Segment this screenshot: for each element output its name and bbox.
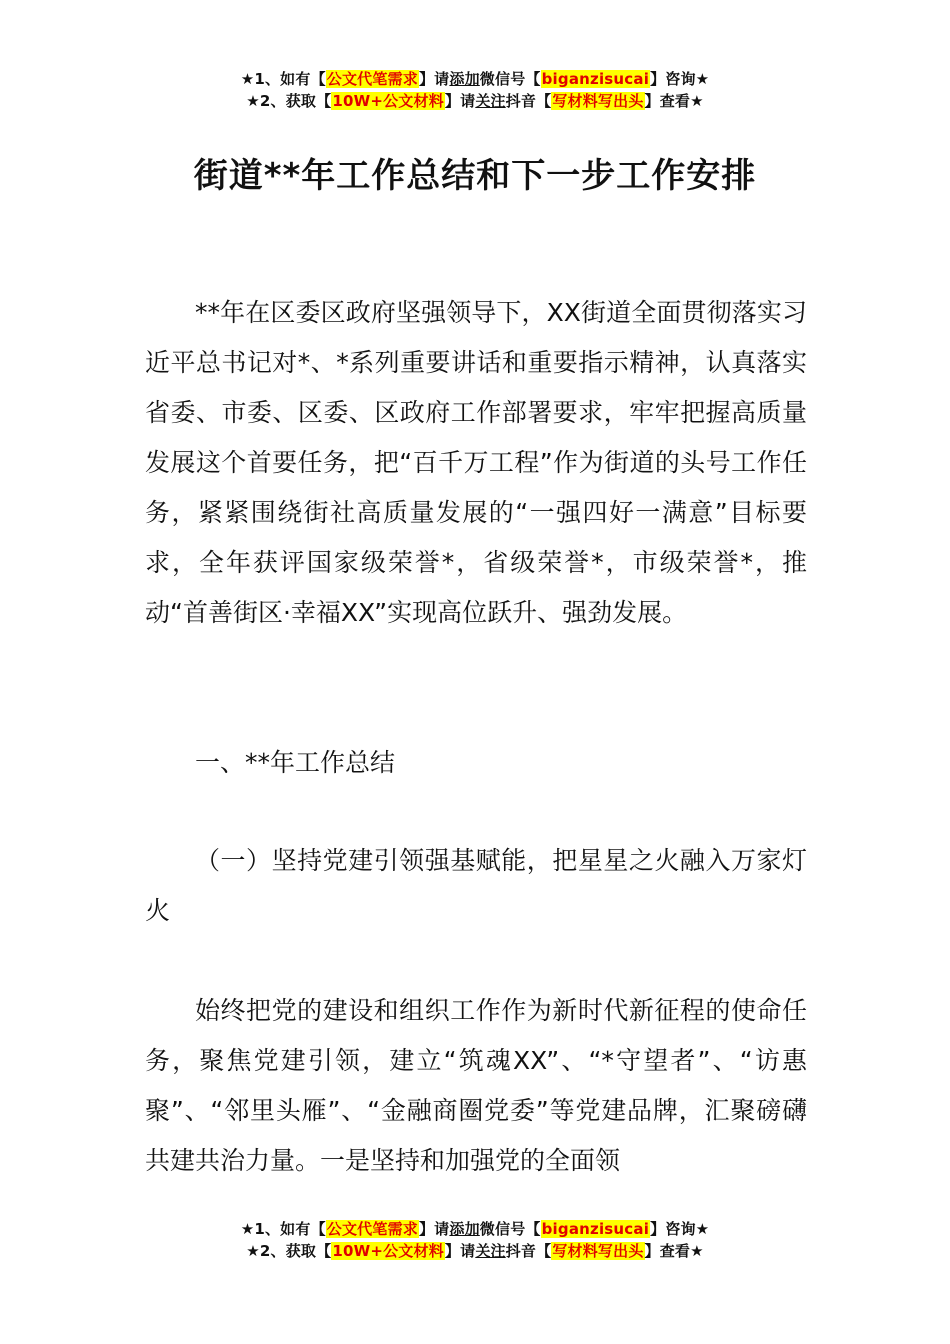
section-heading: 一、**年工作总结: [195, 748, 396, 777]
promo-highlight: 10W+公文材料: [332, 1242, 444, 1260]
wechat-id-highlight: biganzisucai: [541, 70, 650, 88]
wechat-id-highlight: biganzisucai: [541, 1220, 650, 1238]
promo-line-2: ★2、获取【10W+公文材料】请关注抖音【写材料写出头】查看★: [246, 1242, 704, 1260]
promo-banner-bottom: [0, 1218, 950, 1262]
document-title: 街道**年工作总结和下一步工作安排: [193, 156, 757, 196]
promo-highlight: 公文代笔需求: [326, 70, 418, 88]
promo-highlight: 公文代笔需求: [326, 1220, 418, 1238]
body-paragraph: 始终把党的建设和组织工作作为新时代新征程的使命任务，聚焦党建引领，建立“筑魂XX”、“*守望者”、“访惠聚”、“邻里头雁”、“金融商圈党委”等党建品牌，汇聚磅礴共建共治力量。一是坚持和加强党的全面领: [145, 996, 807, 1175]
promo-line-1: ★1、如有【公文代笔需求】请添加微信号【biganzisucai】咨询★: [240, 70, 710, 88]
promo-banner-top: [0, 68, 950, 112]
intro-paragraph: **年在区委区政府坚强领导下，XX街道全面贯彻落实习近平总书记对*、*系列重要讲话和重要指示精神，认真落实省委、市委、区委、区政府工作部署要求，牢牢把握高质量发展这个首要任务，把“百千万工程”作为街道的头号工作任务，紧紧围绕街社高质量发展的“一强四好一满意”目标要求，全年获评国家级荣誉*，省级荣誉*，市级荣誉*，推动“首善街区·幸福XX”实现高位跃升、强劲发展。: [145, 298, 807, 627]
promo-highlight: 10W+公文材料: [332, 92, 444, 110]
promo-line-1: ★1、如有【公文代笔需求】请添加微信号【biganzisucai】咨询★: [240, 1220, 710, 1238]
promo-line-2: ★2、获取【10W+公文材料】请关注抖音【写材料写出头】查看★: [246, 92, 704, 110]
douyin-id-highlight: 写材料写出头: [552, 92, 644, 110]
subsection-heading: （一）坚持党建引领强基赋能，把星星之火融入万家灯火: [145, 846, 807, 925]
douyin-id-highlight: 写材料写出头: [552, 1242, 644, 1260]
